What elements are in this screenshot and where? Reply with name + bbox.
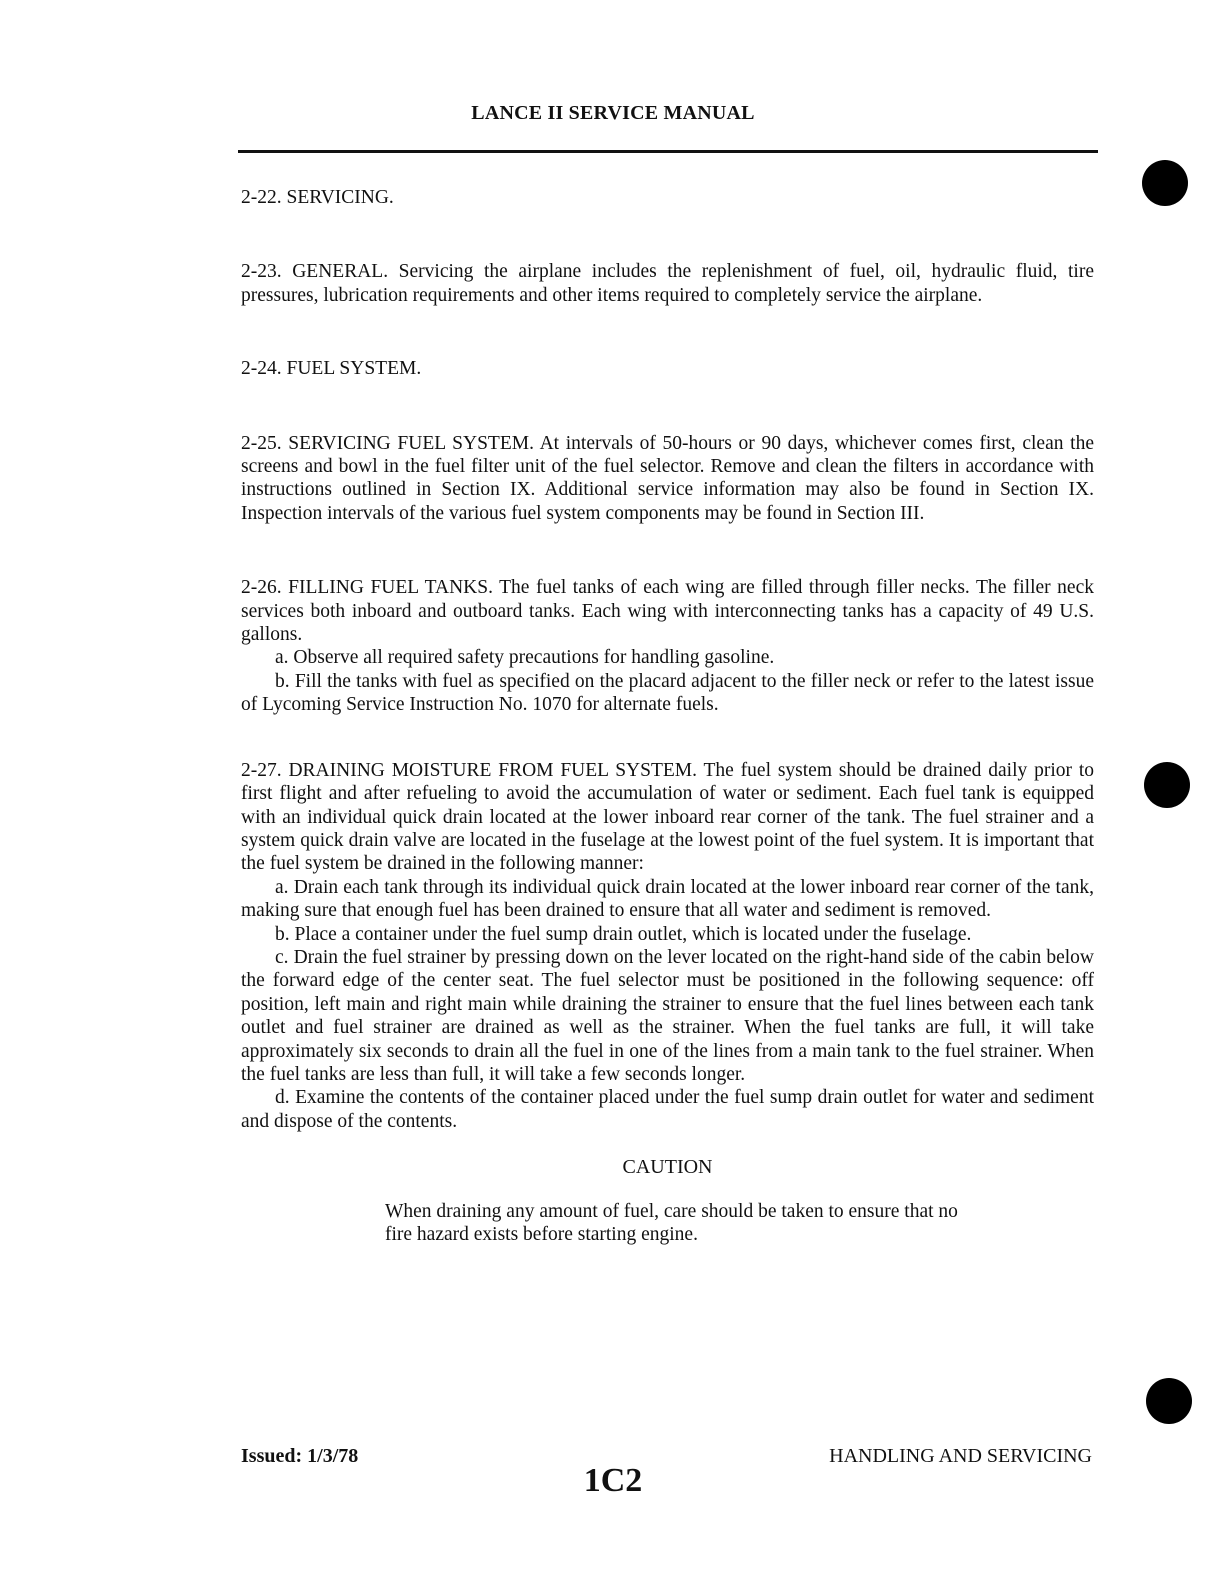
footer-issued-date: Issued: 1/3/78: [241, 1445, 359, 1467]
binder-hole-top: [1142, 160, 1188, 206]
header-divider: [238, 150, 1098, 153]
page-header-title: LANCE II SERVICE MANUAL: [471, 102, 755, 124]
binder-hole-bottom: [1146, 1378, 1192, 1424]
section-2-26-filling-fuel-tanks: [241, 576, 1094, 716]
section-2-27-step-c: c. Drain the fuel strainer by pressing down on the lever located on the right-hand side of the cabin below the forward edge of the center seat. The fuel selector must be positioned in the following sequence: off position, left main and right main while draining the strainer to ensure that the fuel lines between each tank outlet and fuel strainer are drained as well as the strainer. When the fuel tanks are full, it will take approximately six seconds to drain all the fuel in one of the lines from a main tank to the fuel strainer. When the fuel tanks are less than full, it will take a few seconds longer.: [241, 946, 1094, 1085]
section-2-22-heading: 2-22. SERVICING.: [241, 187, 394, 208]
caution-text: When draining any amount of fuel, care should be taken to ensure that no fire hazard exists before starting engine.: [385, 1200, 958, 1245]
section-2-26-step-a: a. Observe all required safety precautions for handling gasoline.: [275, 647, 775, 669]
section-2-23-general: 2-23. GENERAL. Servicing the airplane includes the replenishment of fuel, oil, hydraulic fluid, tire pressures, lubrication requirements and other items required to completely service the airplane.: [241, 261, 1094, 306]
page-number: 1C2: [583, 1462, 643, 1499]
section-2-26-step-b: b. Fill the tanks with fuel as specified on the placard adjacent to the filler neck or refer to the latest issue of Lycoming Service Instruction No. 1070 for alternate fuels.: [241, 670, 1094, 716]
binder-hole-middle: [1144, 762, 1190, 808]
section-2-27-draining-moisture: [241, 759, 1094, 1134]
section-2-27-step-a: a. Drain each tank through its individual quick drain located at the lower inboard rear corner of the tank, making sure that enough fuel has been drained to ensure that all water and sediment is removed.: [241, 876, 1094, 922]
caution-title: CAUTION: [622, 1156, 713, 1179]
section-2-27-step-d: d. Examine the contents of the container placed under the fuel sump drain outlet for water and sediment and dispose of the contents.: [241, 1087, 1094, 1132]
section-2-27-step-b: b. Place a container under the fuel sump drain outlet, which is located under the fuselage.: [275, 923, 972, 945]
section-2-26-intro: 2-26. FILLING FUEL TANKS. The fuel tanks of each wing are filled through filler necks. The filler neck services both inboard and outboard tanks. Each wing with interconnecting tanks has a capacity of 49 U.S. gallons.: [241, 577, 1094, 646]
section-2-25-servicing-fuel-system: 2-25. SERVICING FUEL SYSTEM. At intervals of 50-hours or 90 days, whichever comes first, clean the screens and bowl in the fuel filter unit of the fuel selector. Remove and clean the filters in accordance with instructions outlined in Section IX. Additional service information may also be found in Section IX. Inspection intervals of the various fuel system components may be found in Section III.: [241, 432, 1094, 524]
section-2-24-heading: 2-24. FUEL SYSTEM.: [241, 358, 422, 380]
section-2-27-intro: 2-27. DRAINING MOISTURE FROM FUEL SYSTEM. The fuel system should be drained daily prior to first flight and after refueling to avoid the accumulation of water or sediment. Each fuel tank is equipped with an individual quick drain located at the lower inboard rear corner of the tank. The fuel strainer and a system quick drain valve are located in the fuselage at the lowest point of the fuel system. It is important that the fuel system be drained in the following manner:: [241, 759, 1094, 875]
footer-section-name: HANDLING AND SERVICING: [829, 1445, 1092, 1467]
page-body: [241, 186, 1094, 1246]
